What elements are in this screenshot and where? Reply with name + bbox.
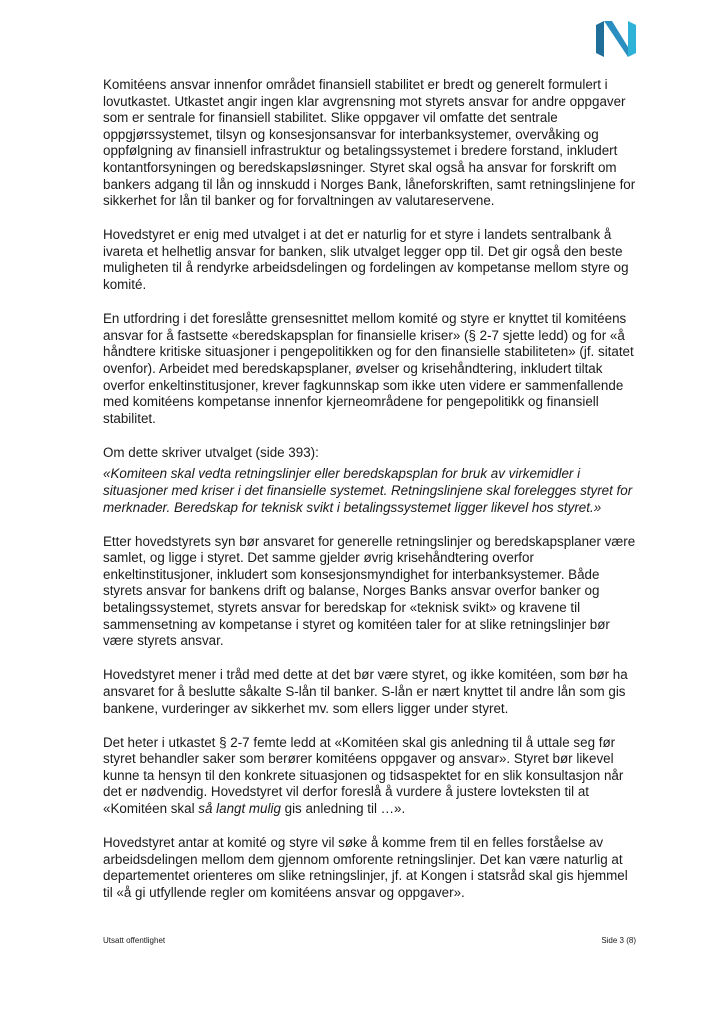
norges-bank-logo-icon [596, 21, 636, 57]
paragraph-text: gis anledning til …». [280, 800, 406, 816]
emphasis-text: så langt mulig [198, 800, 281, 816]
paragraph: Etter hovedstyrets syn bør ansvaret for generelle retningslinjer og beredskapsplaner være samlet, og ligge i styret. Det samme gjelder øvrig krisehåndtering overfor enkeltinstitusjoner, inkludert som konsesjonsmyndighet for interbanksystemer. Både styrets ansvar for bankens drift og balanse, Norges Banks ansvar overfor banker og betalingssystemet, styrets ansvar for beredskap for «teknisk svikt» og kravene til sammensetning av kompetanse i styret og komitéen taler for at slike retningslinjer bør være styrets ansvar. [103, 533, 636, 649]
footer-page-number: Side 3 (8) [601, 936, 636, 945]
paragraph: Hovedstyret antar at komité og styre vil søke å komme frem til en felles forståelse av arbeidsdelingen mellom dem gjennom omforente retningslinjer. Det kan være naturlig at departementet orienteres om slike retningslinjer, jf. at Kongen i statsråd skal gis hjemmel til «å gi utfyllende regler om komitéens ansvar og oppgaver». [103, 835, 628, 900]
paragraph: Hovedstyret er enig med utvalget i at det er naturlig for et styre i landets sentralbank å ivareta et helhetlig ansvar for banken, slik utvalget legger opp til. Det gir også den beste muligheten til å rendyrke arbeidsdelingen og fordelingen av kompetanse mellom styre og komité. [103, 227, 629, 293]
paragraph: En utfordring i det foreslåtte grensesnittet mellom komité og styre er knyttet til komitéens ansvar for å fastsette «beredskapsplan for finansielle kriser» (§ 2-7 sjette ledd) og for «å håndtere kritiske situasjoner i pengepolitikken og for den finansielle stabiliteten» (jf. sitatet ovenfor). Arbeidet med beredskapsplaner, øvelser og krisehåndtering, inkludert tiltak overfor enkeltinstitusjoner, krever fagkunnskap som ikke uten videre er sammenfallende med komitéens kompetanse innenfor kjerneområdene for pengepolitikk og finansiell stabilitet. [103, 311, 634, 426]
document-body [103, 77, 639, 919]
footer-classification: Utsatt offentlighet [103, 936, 166, 945]
paragraph: Hovedstyret mener i tråd med dette at det bør være styret, og ikke komitéen, som bør ha ansvaret for å beslutte såkalte S-lån til banker. S-lån er nært knyttet til andre lån som gis bankene, vurderinger av sikkerhet mv. som ellers ligger under styret. [103, 667, 628, 716]
quote-paragraph: «Komiteen skal vedta retningslinjer eller beredskapsplan for bruk av virkemidler i situasjoner med kriser i det finansielle systemet. Retningslinjene skal forelegges styret for merknader. Beredskap for teknisk svikt i betalingssystemet ligger likevel hos styret.» [103, 466, 633, 515]
paragraph-text: Det heter i utkastet § 2-7 femte ledd at «Komitéen skal gis anledning til å uttale seg før styret behandler saker som berører komitéens oppgaver og ansvar». Styret bør likevel kunne ta hensyn til den konkrete situasjonen og tidsaspektet for en slik konsultasjon når det er nødvendig. Hovedstyret vil derfor foreslå å vurdere å justere lovteksten til at «Komitéen skal [103, 734, 624, 816]
paragraph: Om dette skriver utvalget (side 393): [103, 444, 319, 460]
paragraph: Komitéens ansvar innenfor området finansiell stabilitet er bredt og generelt formulert i lovutkastet. Utkastet angir ingen klar avgrensning mot styrets ansvar for andre oppgaver som er sentrale for finansiell stabilitet. Slike oppgaver vil omfatte det sentrale oppgjørssystemet, tilsyn og konsesjonsansvar for interbanksystemer, overvåking og oppfølgning av finansiell infrastruktur og betalingssystemet i bredere forstand, inkludert kontantforsyningen og beredskapsløsninger. Styret skal også ha ansvar for forskrift om bankers adgang til lån og innskudd i Norges Bank, låneforskriften, samt retningslinjene for sikkerhet for lån til banker og for forvaltningen av valutareservene. [103, 77, 636, 209]
paragraph [103, 735, 639, 818]
